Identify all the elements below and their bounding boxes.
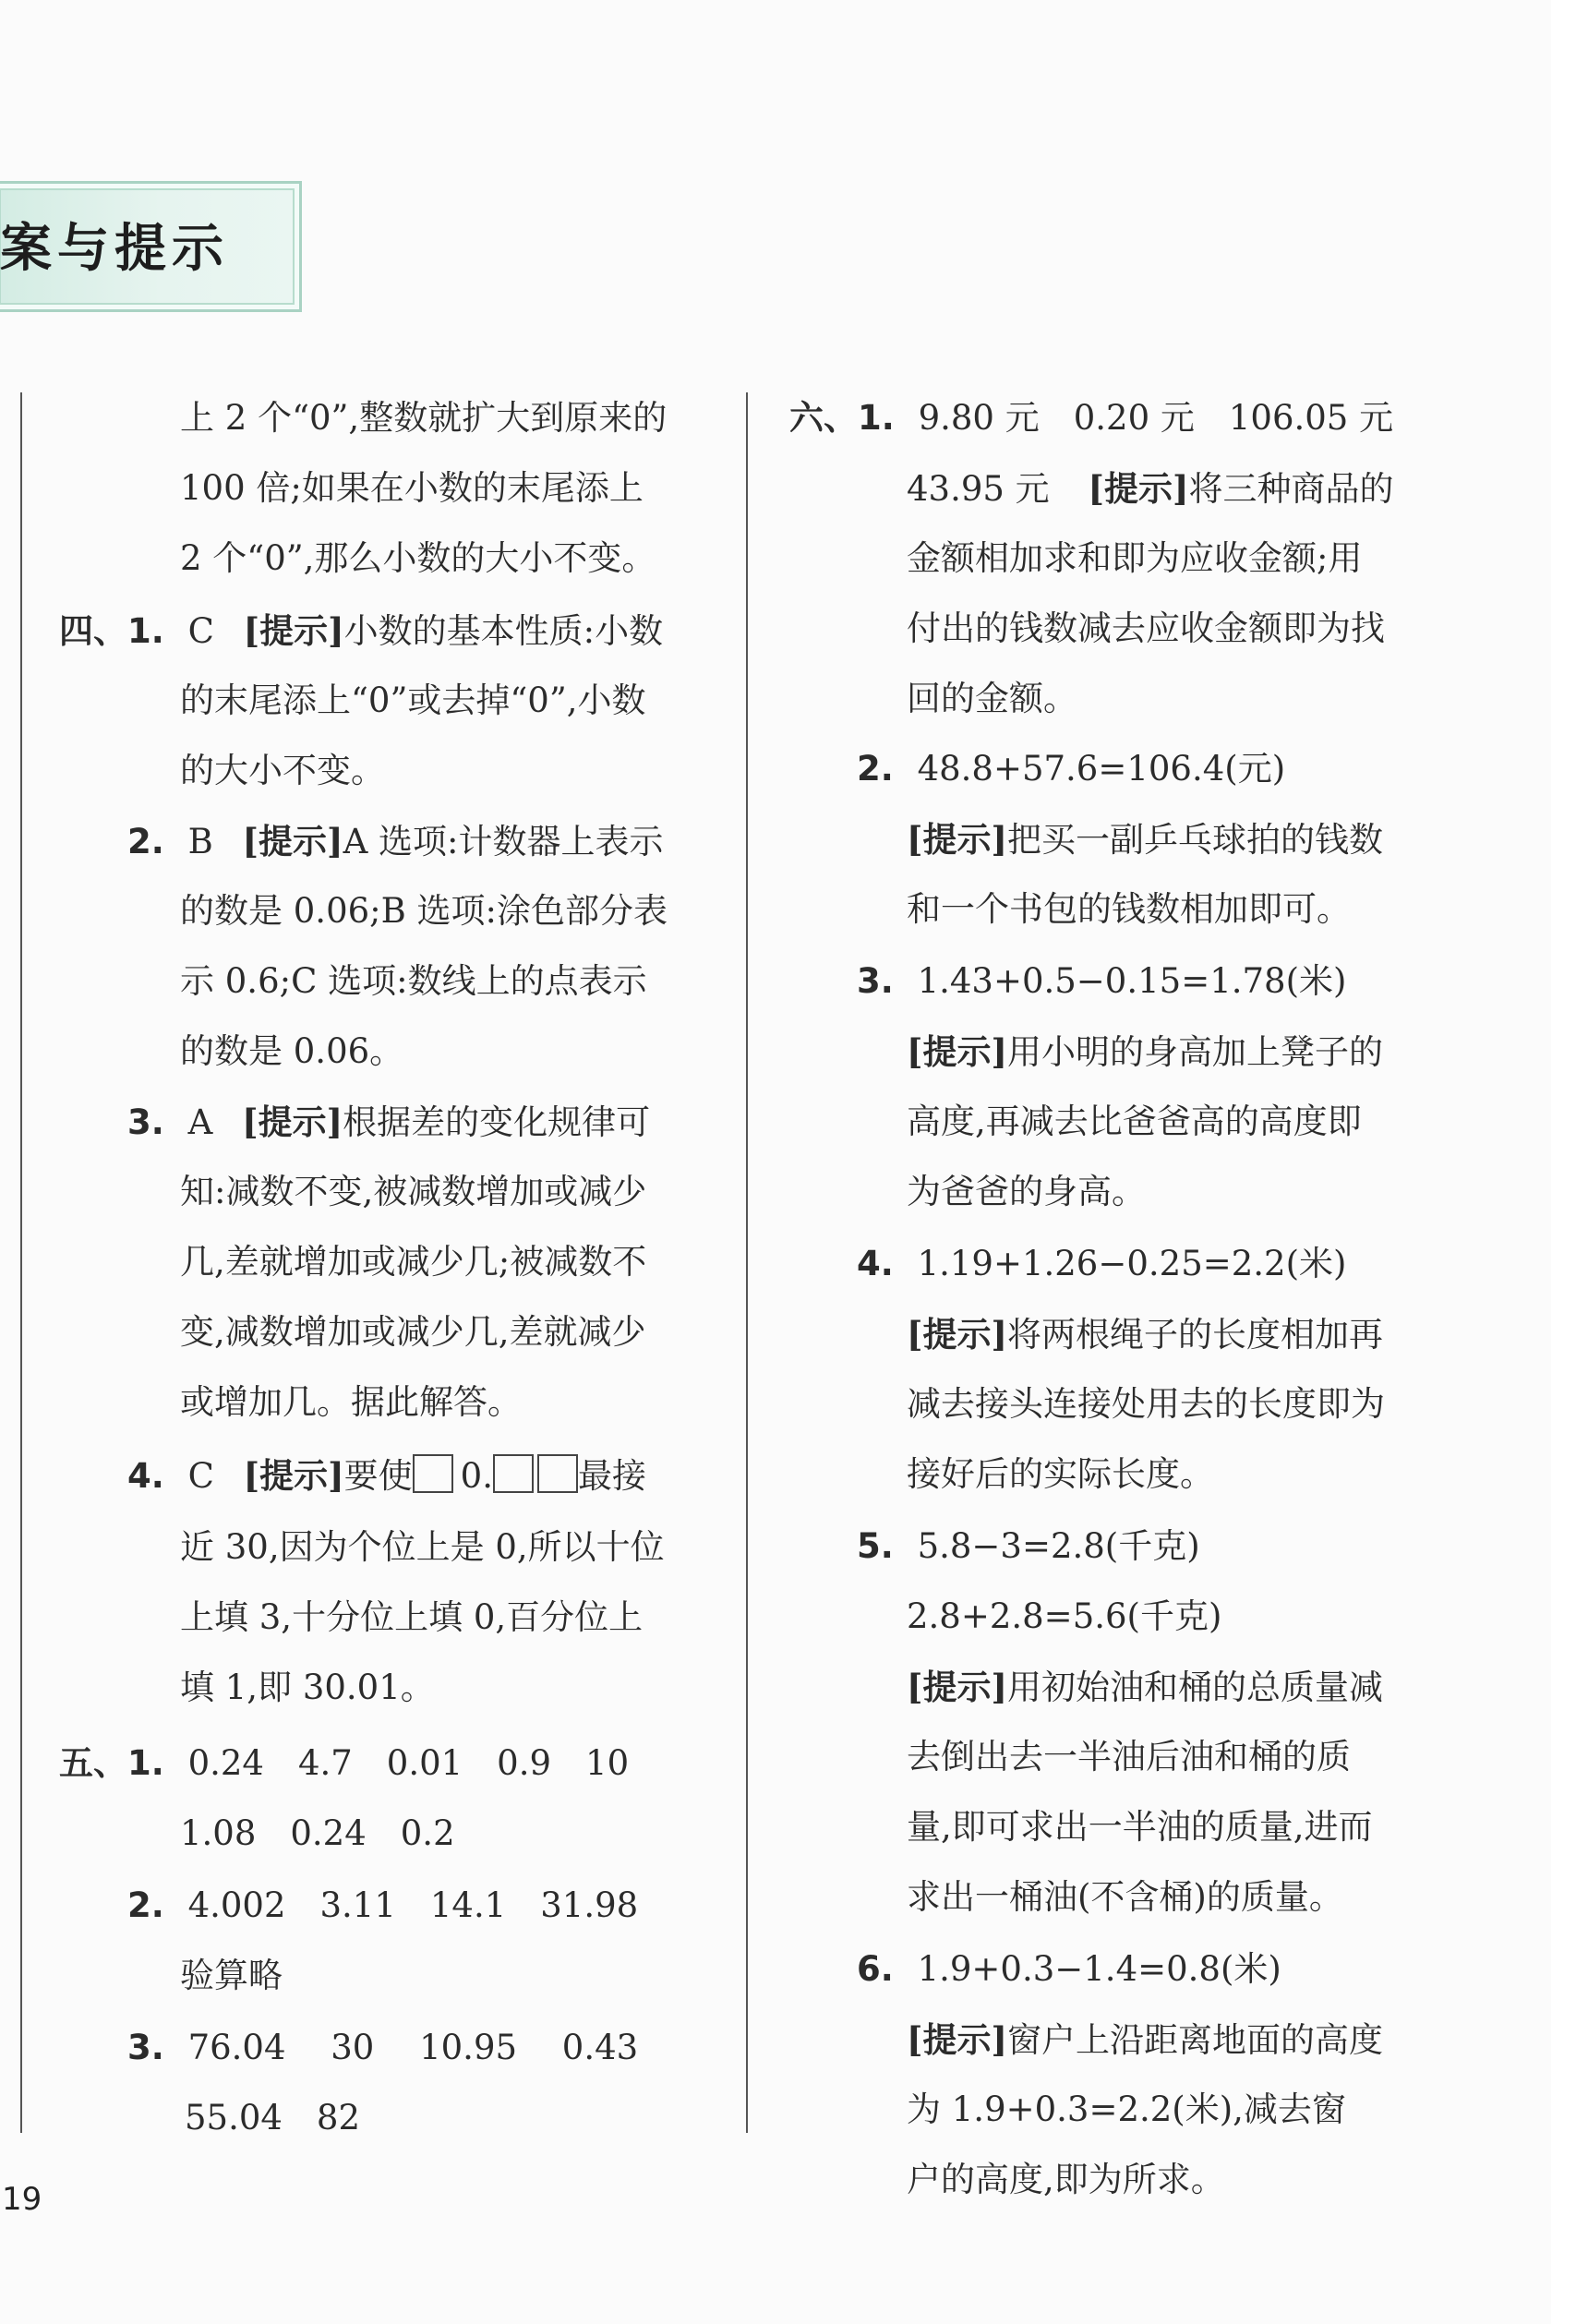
hint-tag: [提示] — [243, 1455, 344, 1496]
question-line — [857, 1934, 1281, 2005]
text-line — [907, 1299, 1383, 1369]
equation: 1.19+1.26−0.25=2.2(米) — [917, 1244, 1347, 1283]
question-line — [127, 1871, 638, 1941]
question-line — [127, 1440, 646, 1511]
question-line — [857, 734, 1285, 804]
text-line: 填 1,即 30.01。 — [180, 1668, 435, 1707]
hint-tag: [提示] — [907, 1667, 1008, 1707]
text-line: 验算略 — [180, 1956, 283, 1995]
hint-text: 将两根绳子的长度相加再 — [1007, 1315, 1384, 1355]
text-line — [907, 2005, 1383, 2075]
hint-text: 把买一副乒乓球拍的钱数 — [1007, 820, 1384, 860]
hint-text: 窗户上沿距离地面的高度 — [1007, 2020, 1384, 2060]
hint-text: 小数的基本性质:小数 — [343, 611, 664, 651]
text-line: 55.04 82 — [185, 2098, 361, 2137]
question-line — [789, 383, 1393, 453]
question-number: 6. — [857, 1949, 894, 1989]
hint-text: A 选项:计数器上表示 — [343, 822, 664, 861]
hint-tag: [提示] — [1088, 468, 1189, 509]
question-number: 4. — [127, 1456, 164, 1496]
answer-values: 76.04 30 10.95 0.43 — [187, 2028, 639, 2067]
text-line: 示 0.6;C 选项:数线上的点表示 — [180, 961, 647, 1001]
blank-box — [413, 1454, 453, 1493]
text-line: 近 30,因为个位上是 0,所以十位 — [180, 1527, 665, 1567]
text-line: 回的金额。 — [907, 679, 1077, 718]
text-line: 和一个书包的钱数相加即可。 — [907, 889, 1351, 929]
question-number: 5. — [857, 1526, 894, 1566]
question-line — [127, 1087, 650, 1157]
question-line — [59, 1728, 629, 1799]
text-line: 的数是 0.06;B 选项:涂色部分表 — [180, 891, 668, 931]
hint-text: 根据差的变化规律可 — [343, 1102, 651, 1142]
question-number: 五、1. — [59, 1743, 164, 1783]
question-line — [857, 1229, 1346, 1299]
hint-text: 用小明的身高加上凳子的 — [1007, 1032, 1384, 1072]
blank-box — [493, 1454, 534, 1493]
hint-tag: [提示] — [907, 1314, 1008, 1355]
question-number: 4. — [857, 1244, 894, 1283]
text-line: 上填 3,十分位上填 0,百分位上 — [180, 1597, 644, 1637]
answer-choice: A — [187, 1102, 213, 1142]
text-line: 的大小不变。 — [180, 751, 385, 790]
text-line: 知:减数不变,被减数增加或减少 — [180, 1172, 647, 1211]
text-line: 为 1.9+0.3=2.2(米),减去窗 — [907, 2089, 1346, 2129]
hint-text: 要使 — [343, 1456, 413, 1496]
answer-value: 43.95 元 — [907, 469, 1050, 509]
question-line — [127, 806, 664, 876]
text-line: 付出的钱数减去应收金额即为找 — [907, 608, 1385, 648]
text-line: 户的高度,即为所求。 — [907, 2160, 1225, 2199]
answer-values: 4.002 3.11 14.1 31.98 — [187, 1885, 639, 1925]
text-line: 或增加几。据此解答。 — [180, 1382, 522, 1422]
text-line: 求出一桶油(不含桶)的质量。 — [907, 1877, 1343, 1917]
question-line — [857, 1511, 1200, 1582]
hint-tag: [提示] — [242, 821, 343, 861]
column-divider — [746, 392, 748, 2133]
text-line — [907, 1017, 1383, 1087]
hint-tag: [提示] — [242, 1102, 343, 1142]
hint-tag: [提示] — [243, 610, 344, 651]
text-line: 减去接头连接处用去的长度即为 — [907, 1384, 1385, 1424]
text-line — [907, 1652, 1383, 1722]
page-number: 19 — [2, 2181, 42, 2218]
text-line: 的数是 0.06。 — [180, 1031, 404, 1071]
answer-choice: C — [187, 611, 214, 651]
answer-values: 9.80 元 0.20 元 106.05 元 — [918, 398, 1394, 438]
text-line: 2 个“0”,那么小数的大小不变。 — [180, 538, 656, 578]
section-header-title: 案与提示 — [0, 219, 229, 279]
text-line: 1.08 0.24 0.2 — [180, 1813, 455, 1853]
question-line — [857, 946, 1346, 1017]
text-line: 100 倍;如果在小数的末尾添上 — [180, 468, 644, 508]
equation: 5.8−3=2.8(千克) — [917, 1526, 1200, 1566]
answer-choice: C — [187, 1456, 214, 1496]
left-margin-rule — [20, 392, 22, 2133]
question-line — [127, 2013, 638, 2083]
hint-text: 最接 — [577, 1456, 646, 1496]
hint-text: 将三种商品的 — [1188, 469, 1394, 509]
text-line: 去倒出去一半油后油和桶的质 — [907, 1737, 1351, 1776]
hint-text: 用初始油和桶的总质量减 — [1007, 1668, 1384, 1707]
text-line — [907, 804, 1383, 874]
text-line: 为爸爸的身高。 — [907, 1172, 1146, 1211]
question-number: 2. — [857, 749, 894, 789]
question-number: 3. — [127, 2028, 164, 2067]
question-number: 3. — [127, 1102, 164, 1142]
question-number: 四、1. — [59, 611, 164, 651]
blank-box — [537, 1454, 578, 1493]
equation: 1.43+0.5−0.15=1.78(米) — [917, 961, 1347, 1001]
equation: 1.9+0.3−1.4=0.8(米) — [917, 1949, 1281, 1989]
answer-values: 0.24 4.7 0.01 0.9 10 — [187, 1743, 630, 1783]
question-number: 2. — [127, 1885, 164, 1925]
hint-tag: [提示] — [907, 2019, 1008, 2060]
text-line: 变,减数增加或减少几,差就减少 — [180, 1312, 646, 1352]
question-line — [59, 596, 663, 666]
answer-choice: B — [187, 822, 213, 861]
text-line: 几,差就增加或减少几;被减数不 — [180, 1242, 647, 1282]
text-line: 接好后的实际长度。 — [907, 1454, 1214, 1494]
equation: 48.8+57.6=106.4(元) — [917, 749, 1286, 789]
question-number: 3. — [857, 961, 894, 1001]
text-line: 上 2 个“0”,整数就扩大到原来的 — [180, 398, 668, 438]
question-number: 六、1. — [789, 398, 895, 438]
hint-tag: [提示] — [907, 1031, 1008, 1072]
text-line: 的末尾添上“0”或去掉“0”,小数 — [180, 680, 646, 720]
text-line: 高度,再减去比爸爸高的高度即 — [907, 1102, 1362, 1141]
hint-text: 0. — [460, 1456, 493, 1496]
text-line: 金额相加求和即为应收金额;用 — [907, 538, 1363, 578]
question-number: 2. — [127, 822, 164, 861]
text-line: 量,即可求出一半油的质量,进而 — [907, 1807, 1373, 1847]
text-line: 2.8+2.8=5.6(千克) — [907, 1596, 1222, 1636]
hint-tag: [提示] — [907, 819, 1008, 860]
text-line — [907, 453, 1393, 524]
